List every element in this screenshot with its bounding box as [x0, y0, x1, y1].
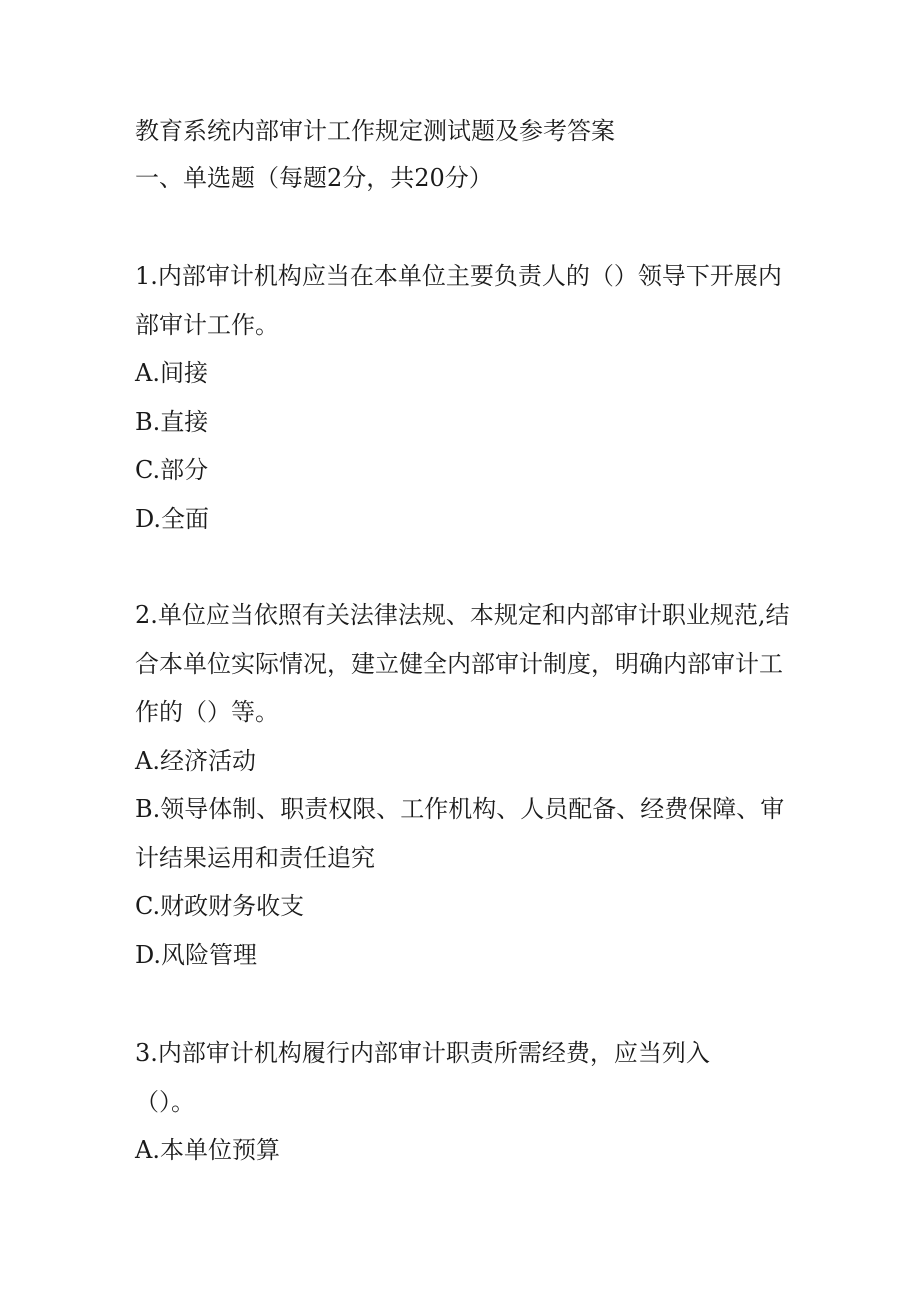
question-1-option-b: B.直接	[135, 407, 209, 436]
question-2-option-c: C.财政财务收支	[135, 892, 305, 920]
question-3-stem: 3.内部审计机构履行内部审计职责所需经费，应当列入（）。	[135, 1039, 710, 1116]
question-3-option-a: A.本单位预算	[135, 1136, 280, 1164]
question-1-option-a: A.间接	[135, 359, 208, 387]
question-2-stem: 2.单位应当依照有关法律法规、本规定和内部审计职业规范,结合本单位实际情况，建立健全内部审计制度，明确内部审计工作的（）等。	[135, 601, 790, 726]
question-1-stem: 1.内部审计机构应当在本单位主要负责人的（）领导下开展内部审计工作。	[135, 262, 782, 339]
section-heading: 一、单选题（每题2分，共20分）	[135, 164, 493, 192]
question-2-option-b: B.领导体制、职责权限、工作机构、人员配备、经费保障、审计结果运用和责任追究	[135, 795, 785, 872]
question-1-option-d: D.全面	[135, 504, 210, 533]
question-2-option-a: A.经济活动	[135, 746, 256, 775]
question-3	[135, 1029, 795, 1175]
question-2-option-d: D.风险管理	[135, 940, 258, 969]
question-2	[135, 591, 795, 979]
question-1	[135, 252, 795, 543]
document-title: 教育系统内部审计工作规定测试题及参考答案	[135, 117, 615, 145]
question-1-option-c: C.部分	[135, 456, 209, 484]
